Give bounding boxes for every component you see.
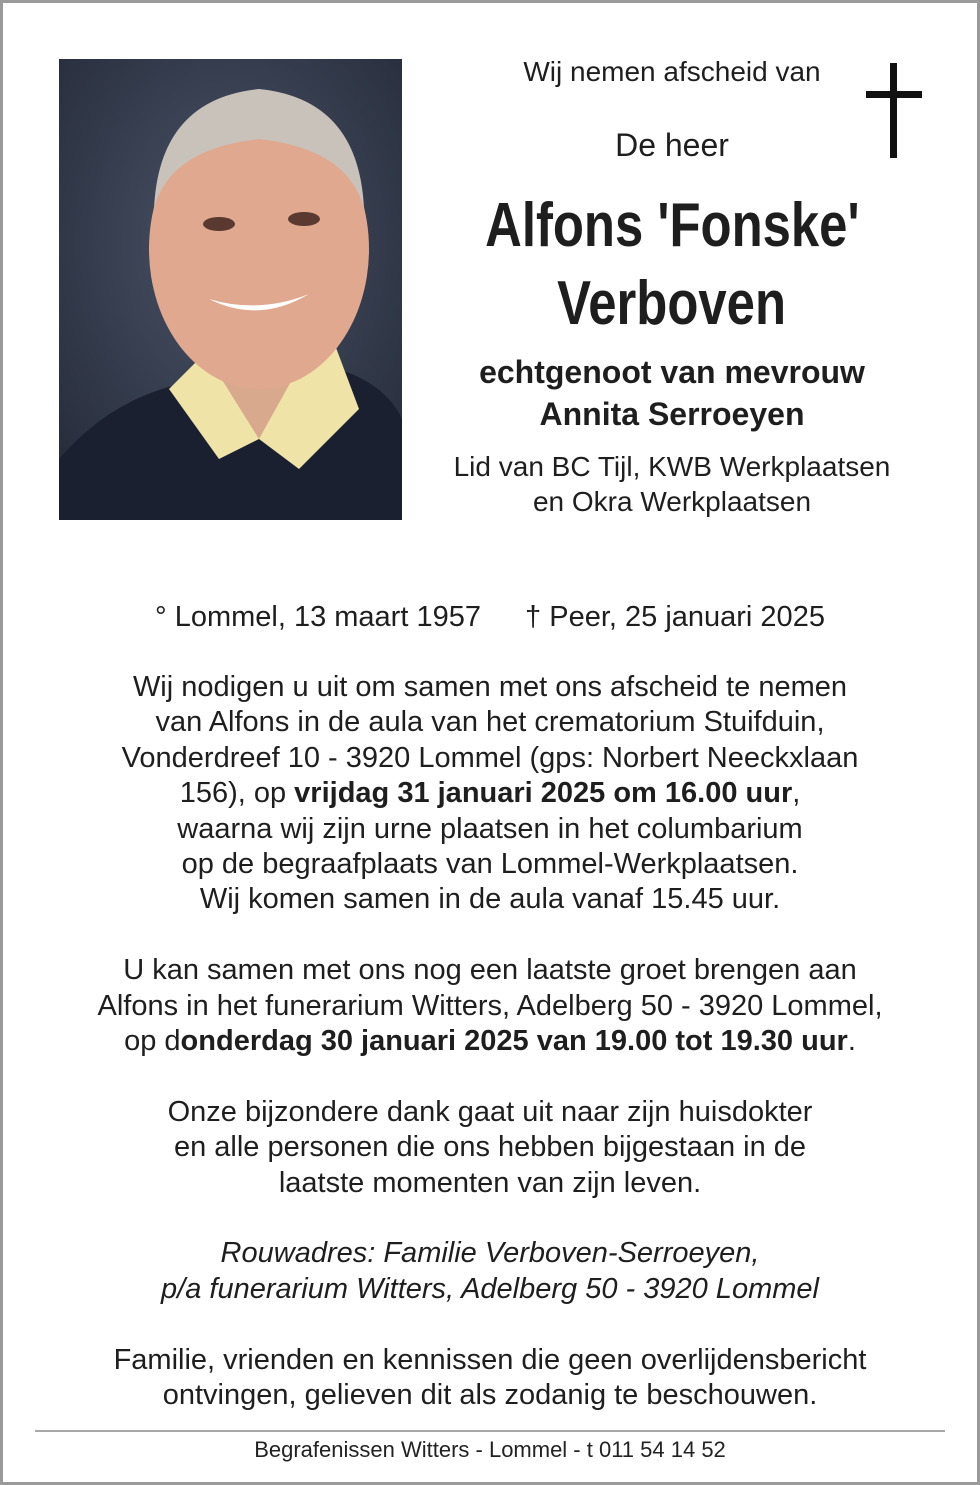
- text-segment: U kan samen met ons nog een laatste groet brengen aan: [123, 954, 857, 987]
- dates-line: [0, 598, 980, 636]
- text-segment: Vonderdreef 10 - 3920 Lommel (gps: Norbert Neeckxlaan: [121, 741, 859, 774]
- cross-icon: [866, 63, 922, 158]
- paragraph-line: [0, 1378, 980, 1413]
- notice-body: [0, 670, 980, 1449]
- paragraph-line: [0, 882, 980, 917]
- notice-paragraph: [0, 953, 980, 1059]
- paragraph-line: [0, 953, 980, 988]
- name-line-2: Verboven: [557, 269, 787, 338]
- footer-divider: [35, 1430, 945, 1432]
- text-segment: en alle personen die ons hebben bijgestaan in de: [173, 1131, 807, 1164]
- paragraph-line: [0, 1236, 980, 1271]
- text-segment: Familie, vrienden en kennissen die geen overlijdensbericht: [113, 1343, 867, 1376]
- notice-paragraph: [0, 1095, 980, 1201]
- paragraph-line: [0, 847, 980, 882]
- deceased-name: [422, 187, 922, 343]
- emphasized-text: onderdag 30 januari 2025 van 19.00 tot 19.30 uur: [180, 1025, 848, 1058]
- text-segment: Wij komen samen in de aula vanaf 15.45 uur.: [199, 883, 781, 916]
- honorific: De heer: [615, 127, 729, 163]
- intro-text: Wij nemen afscheid van: [523, 56, 821, 87]
- text-segment: Alfons in het funerarium Witters, Adelberg 50 - 3920 Lommel,: [97, 989, 883, 1022]
- paragraph-line: [0, 1130, 980, 1165]
- paragraph-line: [0, 812, 980, 847]
- paragraph-line: [0, 1343, 980, 1378]
- membership-info: [422, 449, 922, 519]
- text-segment: op de begraafplaats van Lommel-Werkplaatsen.: [181, 848, 799, 881]
- text-segment: Onze bijzondere dank gaat uit naar zijn huisdokter: [167, 1095, 813, 1128]
- paragraph-line: [0, 776, 980, 811]
- member-line-2: en Okra Werkplaatsen: [532, 486, 812, 517]
- paragraph-line: [0, 741, 980, 776]
- member-line-1: Lid van BC Tijl, KWB Werkplaatsen: [453, 451, 891, 482]
- paragraph-line: [0, 1095, 980, 1130]
- notice-paragraph: [0, 670, 980, 918]
- paragraph-line: [0, 1024, 980, 1059]
- text-segment: p/a funerarium Witters, Adelberg 50 - 3920 Lommel: [161, 1272, 819, 1305]
- spouse-info: [422, 351, 922, 435]
- text-segment: 156), op: [179, 777, 295, 810]
- text-segment: op d: [124, 1025, 181, 1058]
- text-segment: waarna wij zijn urne plaatsen in het columbarium: [177, 812, 803, 845]
- notice-paragraph: [0, 1236, 980, 1307]
- name-line-1: Alfons 'Fonske': [484, 191, 860, 260]
- paragraph-line: [0, 1272, 980, 1307]
- funeral-home-footer: Begrafenissen Witters - Lommel - t 011 54 14 52: [254, 1437, 726, 1462]
- spouse-line-1: echtgenoot van mevrouw: [479, 354, 865, 390]
- notice-paragraph: [0, 1343, 980, 1414]
- paragraph-line: [0, 1166, 980, 1201]
- header-block: [422, 52, 922, 519]
- text-segment: .: [847, 1025, 856, 1058]
- text-segment: laatste momenten van zijn leven.: [278, 1166, 702, 1199]
- paragraph-line: [0, 705, 980, 740]
- death-info: † Peer, 25 januari 2025: [525, 601, 825, 633]
- paragraph-line: [0, 989, 980, 1024]
- spouse-line-2: Annita Serroeyen: [539, 396, 805, 432]
- text-segment: Rouwadres: Familie Verboven-Serroeyen,: [220, 1237, 760, 1270]
- text-segment: ontvingen, gelieven dit als zodanig te beschouwen.: [162, 1379, 818, 1412]
- text-segment: ,: [792, 777, 801, 810]
- paragraph-line: [0, 670, 980, 705]
- text-segment: van Alfons in de aula van het crematorium Stuifduin,: [155, 706, 825, 739]
- birth-info: ° Lommel, 13 maart 1957: [155, 601, 481, 633]
- emphasized-text: vrijdag 31 januari 2025 om 16.00 uur: [294, 777, 793, 810]
- portrait-photo: [59, 59, 402, 520]
- text-segment: Wij nodigen u uit om samen met ons afscheid te nemen: [132, 671, 848, 703]
